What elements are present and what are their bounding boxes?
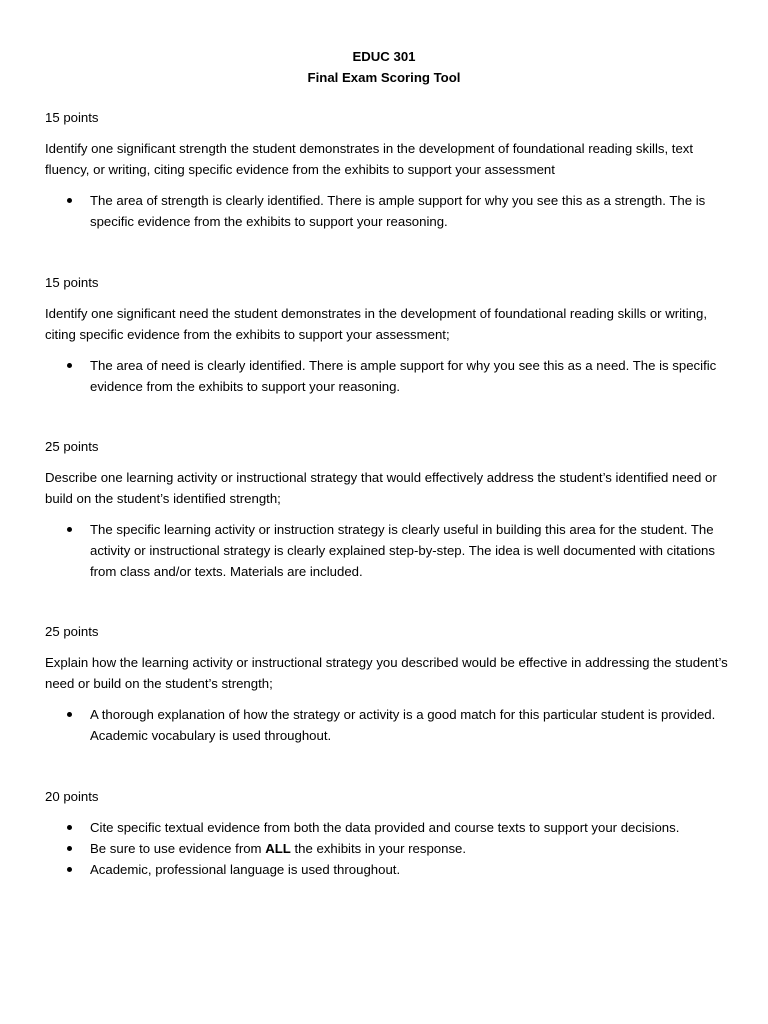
bullet-icon xyxy=(67,846,72,851)
bullet-text: Cite specific textual evidence from both the data provided and course texts to support your decisions. xyxy=(90,820,680,835)
criterion-section-3 xyxy=(45,436,728,582)
document-title: Final Exam Scoring Tool xyxy=(307,70,461,85)
list-item xyxy=(45,838,728,859)
bullet-text: The area of strength is clearly identified. There is ample support for why you see this as a strength. The is specific evidence from the exhibits to support your reasoning. xyxy=(90,193,706,229)
bullet-icon xyxy=(67,198,72,203)
criterion-prompt: Describe one learning activity or instructional strategy that would effectively address the student’s identified need or build on the student’s identified strength; xyxy=(45,470,717,506)
points-label: 20 points xyxy=(45,789,99,804)
criterion-bullet-list xyxy=(45,704,728,746)
list-item xyxy=(45,355,728,397)
criterion-prompt: Explain how the learning activity or instructional strategy you described would be effective in addressing the student’s need or build on the student’s strength; xyxy=(45,655,728,691)
document-header xyxy=(0,46,768,88)
bullet-text: Academic, professional language is used throughout. xyxy=(90,862,401,877)
bullet-icon xyxy=(67,527,72,532)
points-label: 25 points xyxy=(45,439,99,454)
criterion-section-2 xyxy=(45,272,728,397)
criterion-section-1 xyxy=(45,107,728,232)
criterion-prompt: Identify one significant strength the student demonstrates in the development of foundational reading skills, text fluency, or writing, citing specific evidence from the exhibits to support your assessment xyxy=(45,141,694,177)
points-label: 15 points xyxy=(45,275,99,290)
criterion-section-5 xyxy=(45,786,728,880)
criterion-bullet-list xyxy=(45,519,728,582)
bullet-text-part: Be sure to use evidence from xyxy=(90,841,266,856)
list-item xyxy=(45,190,728,232)
list-item xyxy=(45,859,728,880)
points-label: 25 points xyxy=(45,624,99,639)
bullet-text xyxy=(90,841,466,856)
bullet-icon xyxy=(67,867,72,872)
bullet-icon xyxy=(67,825,72,830)
list-item xyxy=(45,519,728,582)
list-item xyxy=(45,704,728,746)
criterion-bullet-list xyxy=(45,817,728,880)
course-code: EDUC 301 xyxy=(352,49,416,64)
bullet-icon xyxy=(67,363,72,368)
criterion-bullet-list xyxy=(45,190,728,232)
criterion-bullet-list xyxy=(45,355,728,397)
bullet-text: A thorough explanation of how the strategy or activity is a good match for this particular student is provided. Academic vocabulary is used throughout. xyxy=(90,707,716,743)
criterion-prompt: Identify one significant need the student demonstrates in the development of foundational reading skills or writing, citing specific evidence from the exhibits to support your assessment; xyxy=(45,306,707,342)
points-label: 15 points xyxy=(45,110,99,125)
list-item xyxy=(45,817,728,838)
emphasis-all: ALL xyxy=(265,841,291,856)
bullet-text: The specific learning activity or instruction strategy is clearly useful in building this area for the student. The activity or instructional strategy is clearly explained step-by-step. The idea is well documented with citations from class and/or texts. Materials are included. xyxy=(90,522,715,579)
bullet-text-part: the exhibits in your response. xyxy=(290,841,467,856)
bullet-icon xyxy=(67,712,72,717)
criterion-section-4 xyxy=(45,621,728,746)
bullet-text: The area of need is clearly identified. There is ample support for why you see this as a need. The is specific evidence from the exhibits to support your reasoning. xyxy=(90,358,717,394)
